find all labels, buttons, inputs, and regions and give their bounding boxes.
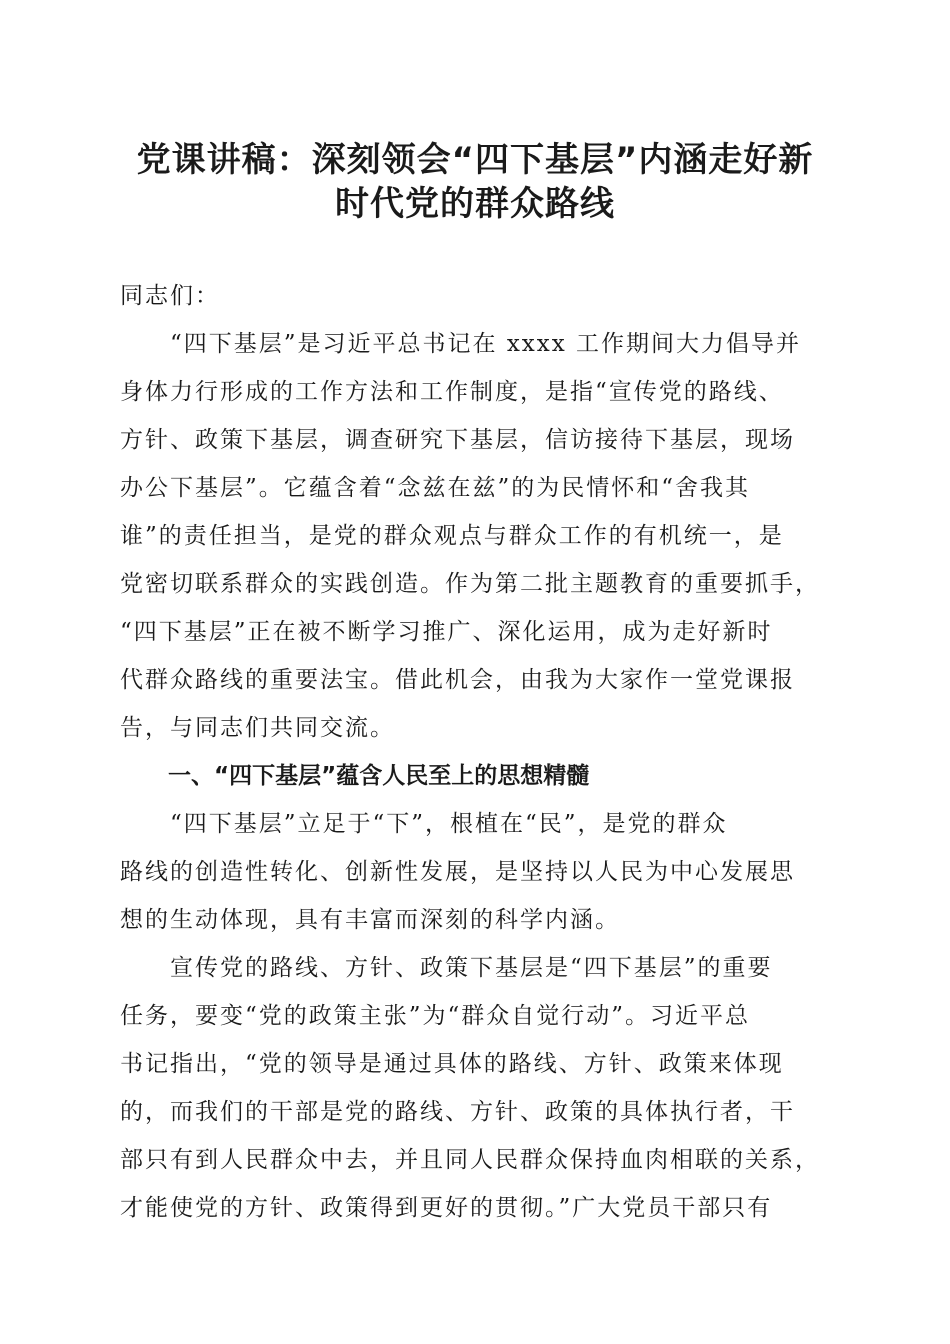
paragraph-1-line: 方针、政策下基层，调查研究下基层，信访接待下基层，现场 [120, 427, 795, 453]
paragraph-3-line: 的，而我们的干部是党的路线、方针、政策的具体执行者，干 [120, 1099, 795, 1125]
paragraph-3-line: 宣传党的路线、方针、政策下基层是“四下基层”的重要 [120, 955, 773, 981]
paragraph-3-line: 部只有到人民群众中去，并且同人民群众保持血肉相联的关系， [120, 1147, 820, 1173]
salutation: 同志们： [120, 283, 220, 309]
paragraph-1-line: 代群众路线的重要法宝。借此机会，由我为大家作一堂党课报 [120, 667, 795, 693]
paragraph-3-line: 书记指出，“党的领导是通过具体的路线、方针、政策来体现 [120, 1051, 784, 1077]
paragraph-3-line: 才能使党的方针、政策得到更好的贯彻。”广大党员干部只有 [120, 1195, 773, 1221]
paragraph-1-line: 身体力行形成的工作方法和工作制度，是指“宣传党的路线、 [120, 379, 784, 405]
paragraph-2-line: “四下基层”立足于“下”，根植在“民”，是党的群众 [120, 811, 728, 837]
paragraph-1-line: 党密切联系群众的实践创造。作为第二批主题教育的重要抓手， [120, 571, 820, 597]
paragraph-1-line: “四下基层”是习近平总书记在 xxxx 工作期间大力倡导并 [120, 331, 802, 357]
paragraph-3-line: 任务，要变“党的政策主张”为“群众自觉行动”。习近平总 [120, 1003, 751, 1029]
paragraph-1-line: 办公下基层”。它蕴含着“念兹在兹”的为民情怀和“舍我其 [120, 475, 751, 501]
paragraph-2-line: 想的生动体现，具有丰富而深刻的科学内涵。 [120, 907, 620, 933]
paragraph-1-line: “四下基层”正在被不断学习推广、深化运用，成为走好新时 [120, 619, 773, 645]
document-title-line-2: 时代党的群众路线 [335, 184, 615, 224]
document-title-line-1: 党课讲稿：深刻领会“四下基层”内涵走好新 [136, 140, 814, 180]
paragraph-2-line: 路线的创造性转化、创新性发展，是坚持以人民为中心发展思 [120, 859, 795, 885]
section-heading-1: 一、“四下基层”蕴含人民至上的思想精髓 [168, 763, 590, 789]
paragraph-1-line: 告，与同志们共同交流。 [120, 715, 395, 741]
paragraph-1-line: 谁”的责任担当，是党的群众观点与群众工作的有机统一，是 [120, 523, 784, 549]
